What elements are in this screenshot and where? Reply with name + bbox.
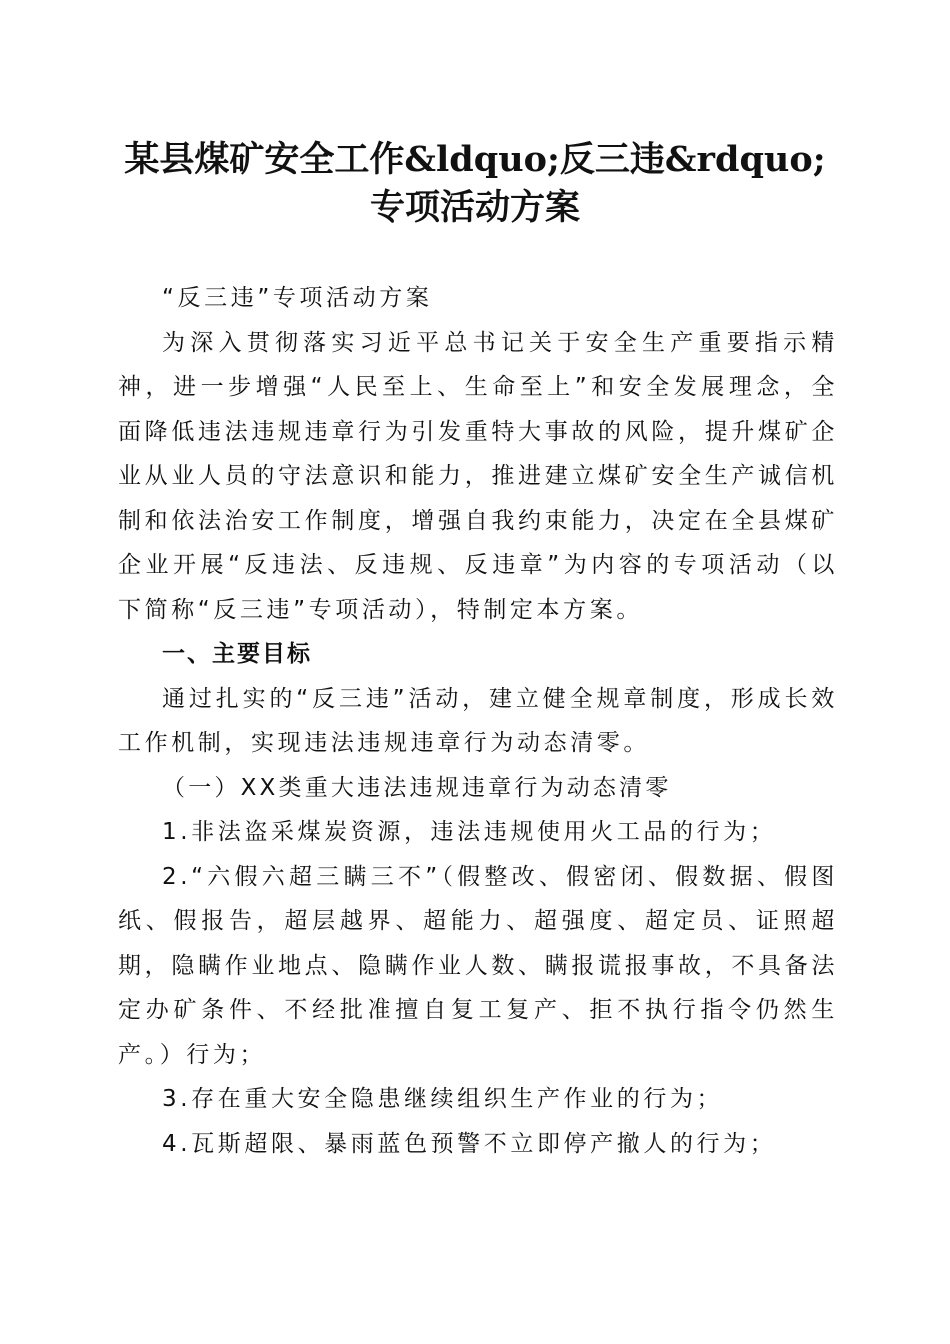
paragraph-subtitle: “反三违”专项活动方案 (162, 285, 433, 311)
paragraph-goals: 通过扎实的“反三违”活动，建立健全规章制度，形成长效工作机制，实现违法违规违章行为动态清零。 (118, 685, 838, 756)
list-item-4: 4.瓦斯超限、暴雨蓝色预警不立即停产撤人的行为； (162, 1130, 777, 1157)
document-body (118, 276, 838, 1166)
document-title-line-2: 专项活动方案 (369, 187, 580, 228)
section-heading-main-goals: 一、主要目标 (162, 641, 312, 667)
paragraph-intro: 为深入贯彻落实习近平总书记关于安全生产重要指示精神，进一步增强“人民至上、生命至上”和安全发展理念，全面降低违法违规违章行为引发重特大事故的风险，提升煤矿企业从业人员的守法意识和能力，推进建立煤矿安全生产诚信机制和依法治安工作制度，增强自我约束能力，决定在全县煤矿企业开展“反违法、反违规、反违章”为内容的专项活动（以下简称“反三违”专项活动），特制定本方案。 (118, 329, 838, 623)
list-item-2: 2.“六假六超三瞒三不”（假整改、假密闭、假数据、假图纸、假报告，超层越界、超能力、超强度、超定员、证照超期，隐瞒作业地点、隐瞒作业人数、瞒报谎报事故，不具备法定办矿条件、不经批准擅自复工复产、拒不执行指令仍然生产。）行为； (118, 863, 838, 1068)
subsection-heading-1: （一）XX类重大违法违规违章行为动态清零 (162, 774, 672, 801)
list-item-3: 3.存在重大安全隐患继续组织生产作业的行为； (162, 1086, 724, 1112)
list-item-1: 1.非法盗采煤炭资源，违法违规使用火工品的行为； (162, 819, 777, 845)
document-title-line-1: 某县煤矿安全工作&ldquo;反三违&rdquo; (124, 139, 826, 180)
